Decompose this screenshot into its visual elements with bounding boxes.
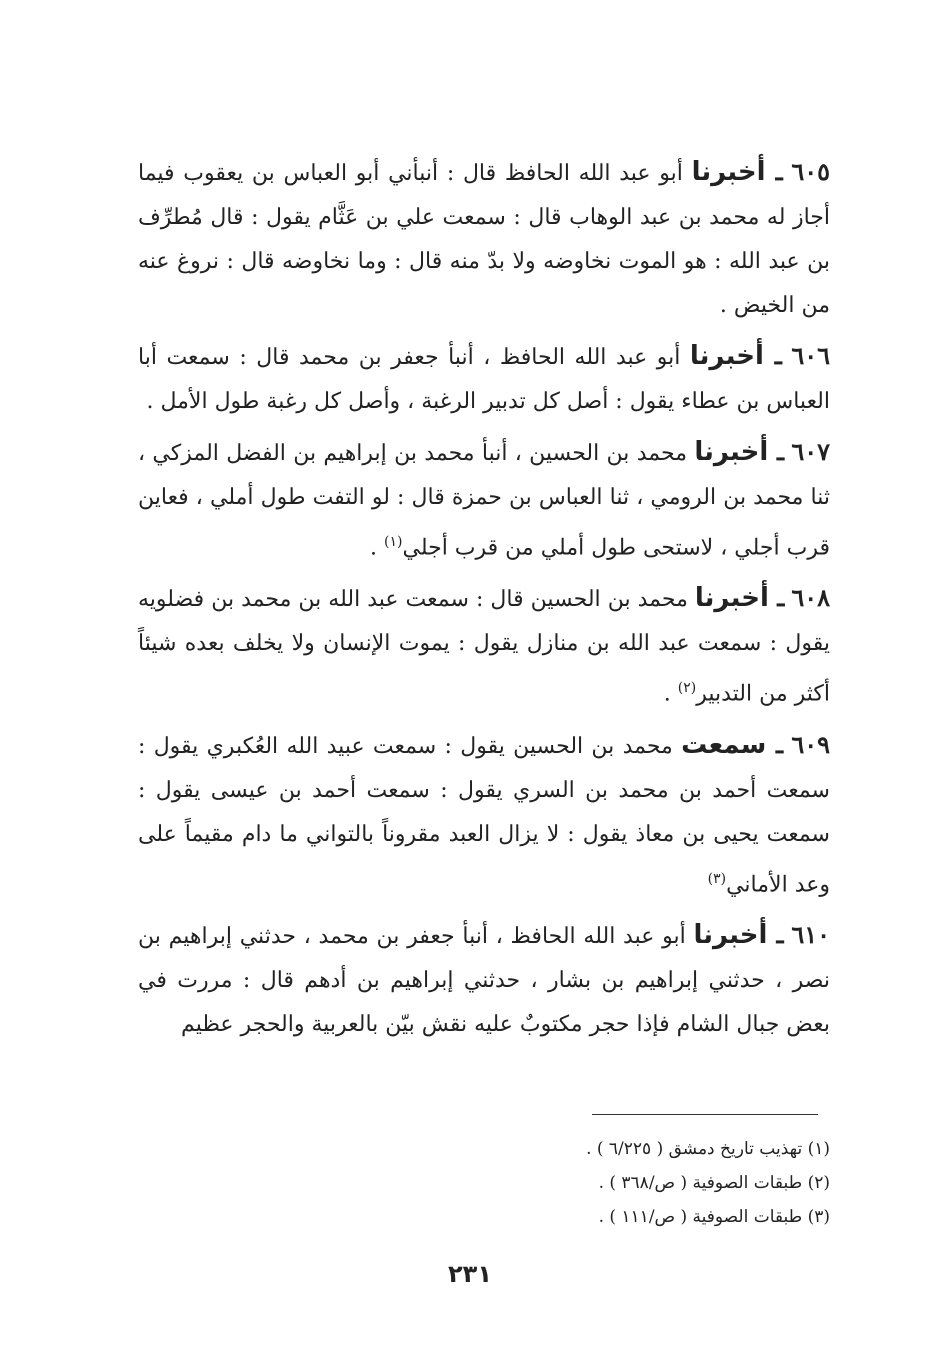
- main-text: [138, 150, 830, 1053]
- entry-tail: .: [663, 681, 678, 707]
- entry-607: ٦٠٧ ـ أخبرنا محمد بن الحسين ، أنبأ محمد بن إبراهيم بن الفضل المزكي ، ثنا محمد بن الرومي ، ثنا العباس بن حمزة قال : لو التفت طول أملي ، فعاين قرب أجلي ، لاستحى طول أملي من قرب أجلي$^{(١)}$ .: [138, 437, 830, 561]
- footnote-1: (١) تهذيب تاريخ دمشق ( ٦/٢٢٥ ) .: [586, 1139, 830, 1159]
- entry-606: ٦٠٦ ـ أخبرنا أبو عبد الله الحافظ ، أنبأ جعفر بن محمد قال : سمعت أبا العباس بن عطاء يقول : أصل كل تدبير الرغبة ، وأصل كل رغبة طول الأمل .: [138, 341, 830, 414]
- entry-610: ٦١٠ ـ أخبرنا أبو عبد الله الحافظ ، أنبأ جعفر بن محمد ، حدثني إبراهيم بن نصر ، حدثني إبراهيم بن بشار ، حدثني إبراهيم بن أدهم قال : مررت في بعض جبال الشام فإذا حجر مكتوبٌ عليه نقش بيّن بالعربية والحجر عظيم: [138, 919, 830, 1037]
- entry-text: محمد بن الحسين يقول : سمعت عبيد الله العُكبري يقول : سمعت أحمد بن محمد بن السري يقول : سمعت أحمد بن عيسى يقول : سمعت يحيى بن معاذ يقول : لا يزال العبد مقروناً بالتواني ما دام مقيماً على وعد الأماني: [138, 733, 830, 897]
- entry-tail: .: [370, 535, 385, 561]
- footnote-ref: (٢): [677, 680, 697, 697]
- entry-609: ٦٠٩ ـ سمعت محمد بن الحسين يقول : سمعت عبيد الله العُكبري يقول : سمعت أحمد بن محمد بن السري يقول : سمعت أحمد بن عيسى يقول : سمعت يحيى بن معاذ يقول : لا يزال العبد مقروناً بالتواني ما دام مقيماً على وعد الأماني$^{(٣)}$: [138, 729, 830, 897]
- footnote-separator: [592, 1114, 818, 1115]
- entry-text: أبو عبد الله الحافظ ، أنبأ جعفر بن محمد ، حدثني إبراهيم بن نصر ، حدثني إبراهيم بن بشار ، حدثني إبراهيم بن أدهم قال : مررت في بعض جبال الشام فإذا حجر مكتوبٌ عليه نقش بيّن بالعربية والحجر عظيم: [138, 923, 830, 1037]
- entry-keyword: أخبرنا: [694, 437, 769, 467]
- entry-number: ٦٠٦: [791, 341, 830, 370]
- entry-605: ٦٠٥ ـ أخبرنا أبو عبد الله الحافظ قال : أنبأني أبو العباس بن يعقوب فيما أجاز له محمد بن عبد الوهاب قال : سمعت علي بن عَثَّام يقول : قال مُطرِّف بن عبد الله : هو الموت نخاوضه ولا بدّ منه قال : وما نخاوضه قال : نروغ عنه من الخيض .: [138, 157, 830, 318]
- entry-keyword: أخبرنا: [694, 583, 769, 614]
- footnotes: [438, 1132, 830, 1234]
- entry-number: ٦٠٩: [791, 729, 830, 759]
- entry-text: محمد بن الحسين ، أنبأ محمد بن إبراهيم بن الفضل المزكي ، ثنا محمد بن الرومي ، ثنا العباس بن حمزة قال : لو التفت طول أملي ، فعاين قرب أجلي ، لاستحى طول أملي من قرب أجلي: [138, 441, 830, 561]
- footnote-3: (٣) طبقات الصوفية ( ص/١١١ ) .: [598, 1207, 830, 1227]
- entry-keyword: أخبرنا: [691, 157, 766, 187]
- footnote-ref: (١): [384, 534, 403, 550]
- entry-text: أبو عبد الله الحافظ ، أنبأ جعفر بن محمد قال : سمعت أبا العباس بن عطاء يقول : أصل كل تدبير الرغبة ، وأصل كل رغبة طول الأمل .: [138, 345, 830, 414]
- entry-number: ٦٠٨: [791, 583, 831, 613]
- entry-text: محمد بن الحسين قال : سمعت عبد الله بن محمد بن فضلويه يقول : سمعت عبد الله بن منازل يقول : يموت الإنسان ولا يخلف بعده شيئاً أكثر من التدبير: [138, 587, 830, 707]
- entry-text: أبو عبد الله الحافظ قال : أنبأني أبو العباس بن يعقوب فيما أجاز له محمد بن عبد الوهاب قال : سمعت علي بن عَثَّام يقول : قال مُطرِّف بن عبد الله : هو الموت نخاوضه ولا بدّ منه قال : وما نخاوضه قال : نروغ عنه من الخيض .: [138, 161, 830, 318]
- footnote-ref: (٣): [707, 870, 727, 887]
- entry-keyword: سمعت: [681, 729, 767, 760]
- entry-keyword: أخبرنا: [693, 919, 768, 950]
- entry-keyword: أخبرنا: [689, 341, 764, 371]
- entry-number: ٦٠٧: [791, 437, 830, 466]
- footnote-2: (٢) طبقات الصوفية ( ص/٣٦٨ ) .: [598, 1173, 830, 1193]
- entry-608: ٦٠٨ ـ أخبرنا محمد بن الحسين قال : سمعت عبد الله بن محمد بن فضلويه يقول : سمعت عبد الله بن منازل يقول : يموت الإنسان ولا يخلف بعده شيئاً أكثر من التدبير$^{(٢)}$ .: [138, 583, 831, 707]
- entry-number: ٦٠٥: [791, 157, 830, 186]
- page-number: ٢٣١: [448, 1260, 492, 1288]
- entry-number: ٦١٠: [791, 919, 830, 949]
